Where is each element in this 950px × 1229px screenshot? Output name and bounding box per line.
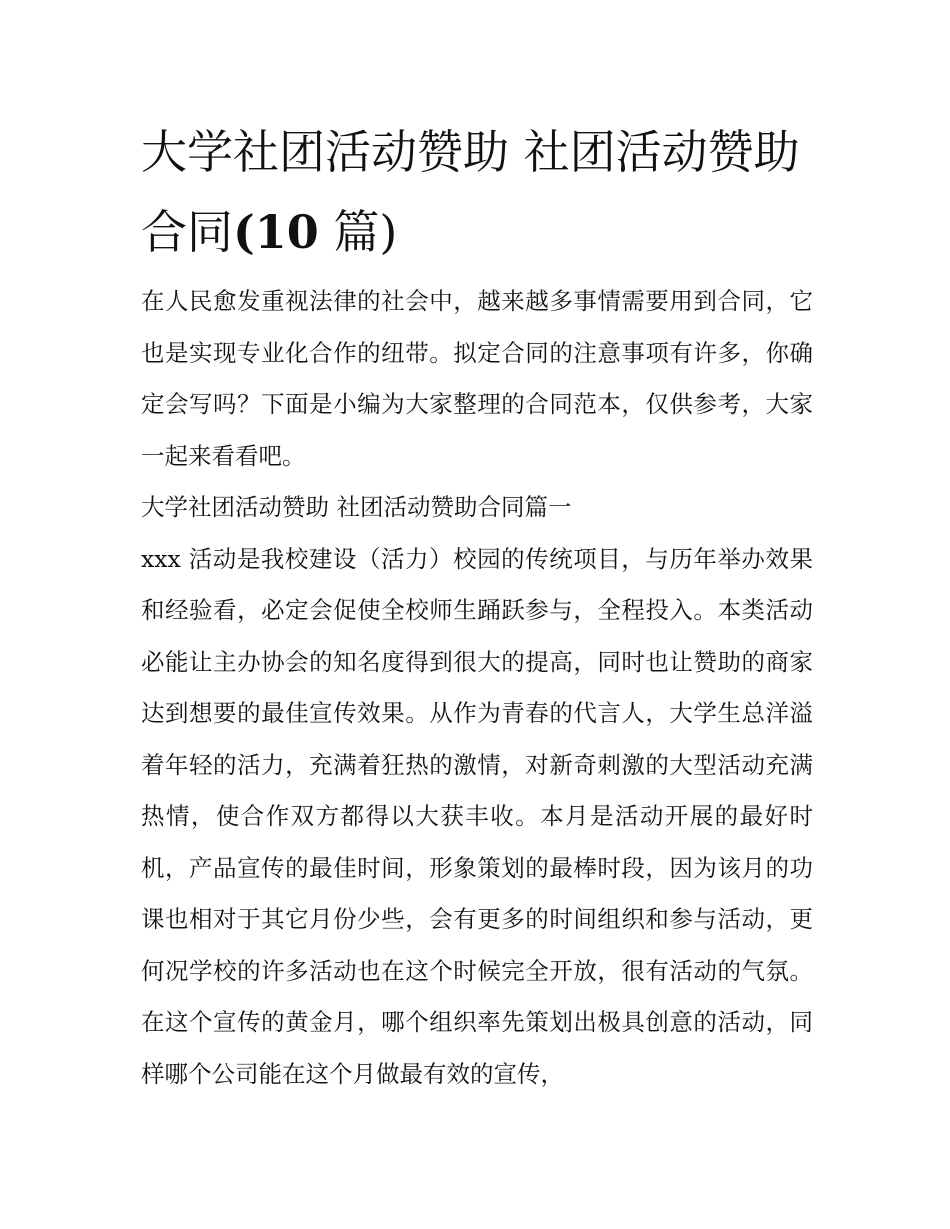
body-paragraph: xxx 活动是我校建设（活力）校园的传统项目，与历年举办效果和经验看，必定会促使全校师生踊跃参与，全程投入。本类活动必能让主办协会的知名度得到很大的提高，同时也让赞助的商家达到想要的最佳宣传效果。从作为青春的代言人，大学生总洋溢着年轻的活力，充满着狂热的激情，对新奇刺激的大型活动充满热情，使合作双方都得以大获丰收。本月是活动开展的最好时机，产品宣传的最佳时间，形象策划的最棒时段，因为该月的功课也相对于其它月份少些，会有更多的时间组织和参与活动，更何况学校的许多活动也在这个时候完全开放，很有活动的气氛。在这个宣传的黄金月，哪个组织率先策划出极具创意的活动，同样哪个公司能在这个月做最有效的宣传， <box>141 544 813 1088</box>
intro-paragraph: 在人民愈发重视法律的社会中，越来越多事情需要用到合同，它也是实现专业化合作的纽带。拟定合同的注意事项有许多，你确定会写吗？下面是小编为大家整理的合同范本，仅供参考，大家一起来看看吧。 <box>141 287 813 470</box>
document-title-count: (10 <box>233 205 319 259</box>
document-content <box>141 112 813 1100</box>
document-title-main: 大学社团活动赞助 社团活动赞助合同 <box>141 125 800 259</box>
document-title <box>141 112 813 272</box>
document-title-suffix: 篇) <box>318 205 398 259</box>
section-heading: 大学社团活动赞助 社团活动赞助合同篇一 <box>141 493 572 521</box>
